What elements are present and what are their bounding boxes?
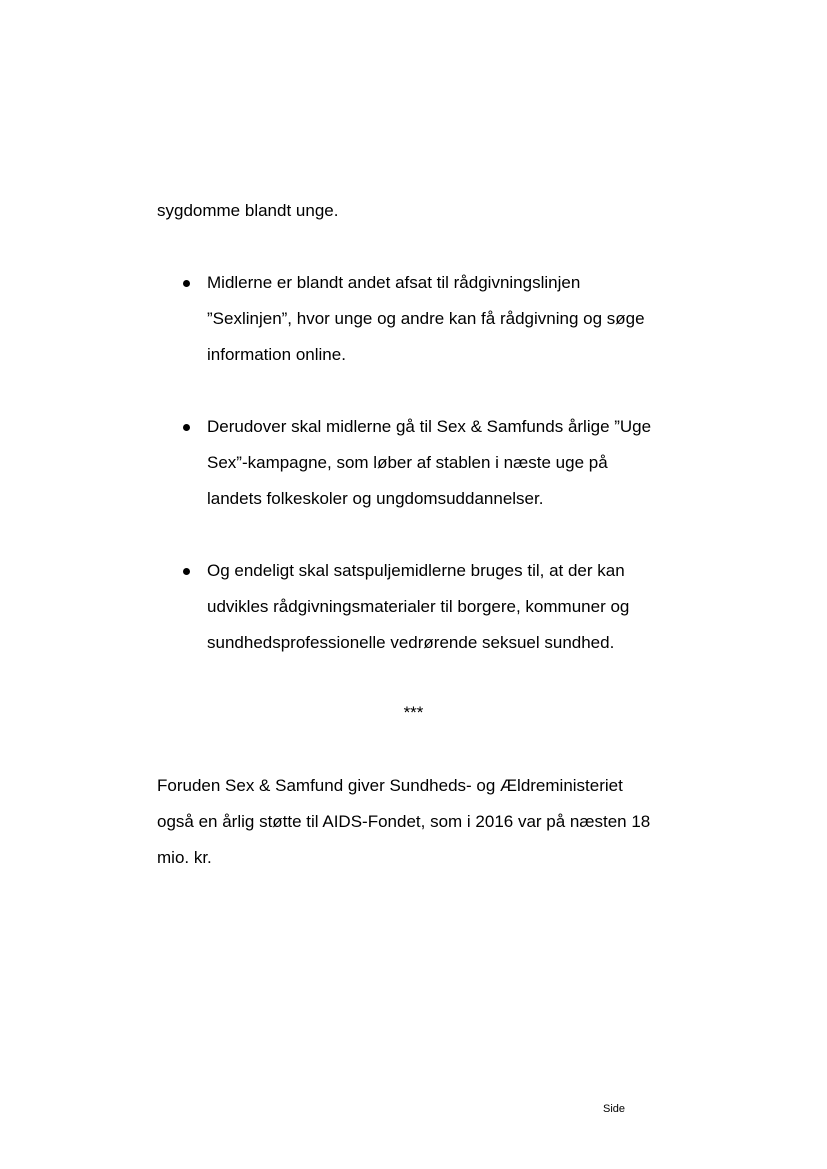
bullet-dot-icon bbox=[183, 280, 190, 287]
bullet-2-line-3: landets folkeskoler og ungdomsuddannelser. bbox=[207, 489, 544, 508]
bullet-1-line-3: information online. bbox=[207, 345, 346, 364]
bullet-1-line-2: ”Sexlinjen”, hvor unge og andre kan få rådgivning og søge bbox=[207, 309, 645, 328]
bullet-3-line-1: Og endeligt skal satspuljemidlerne bruges til, at der kan bbox=[207, 561, 625, 580]
bullet-3-line-3: sundhedsprofessionelle vedrørende seksuel sundhed. bbox=[207, 633, 615, 652]
bullet-dot-icon bbox=[183, 568, 190, 575]
bullet-2-line-2: Sex”-kampagne, som løber af stablen i næste uge på bbox=[207, 453, 608, 472]
intro-paragraph-line: sygdomme blandt unge. bbox=[157, 201, 339, 220]
bullet-3-line-2: udvikles rådgivningsmaterialer til borgere, kommuner og bbox=[207, 597, 630, 616]
bullet-dot-icon bbox=[183, 424, 190, 431]
bullet-1-line-1: Midlerne er blandt andet afsat til rådgivningslinjen bbox=[207, 273, 581, 292]
closing-line-3: mio. kr. bbox=[157, 848, 212, 867]
closing-line-2: også en årlig støtte til AIDS-Fondet, som i 2016 var på næsten 18 bbox=[157, 812, 651, 831]
closing-line-1: Foruden Sex & Samfund giver Sundheds- og Ældreministeriet bbox=[157, 776, 623, 795]
section-separator: *** bbox=[403, 703, 424, 722]
bullet-2-line-1: Derudover skal midlerne gå til Sex & Samfunds årlige ”Uge bbox=[207, 417, 652, 436]
page-footer-label: Side bbox=[603, 1103, 626, 1115]
